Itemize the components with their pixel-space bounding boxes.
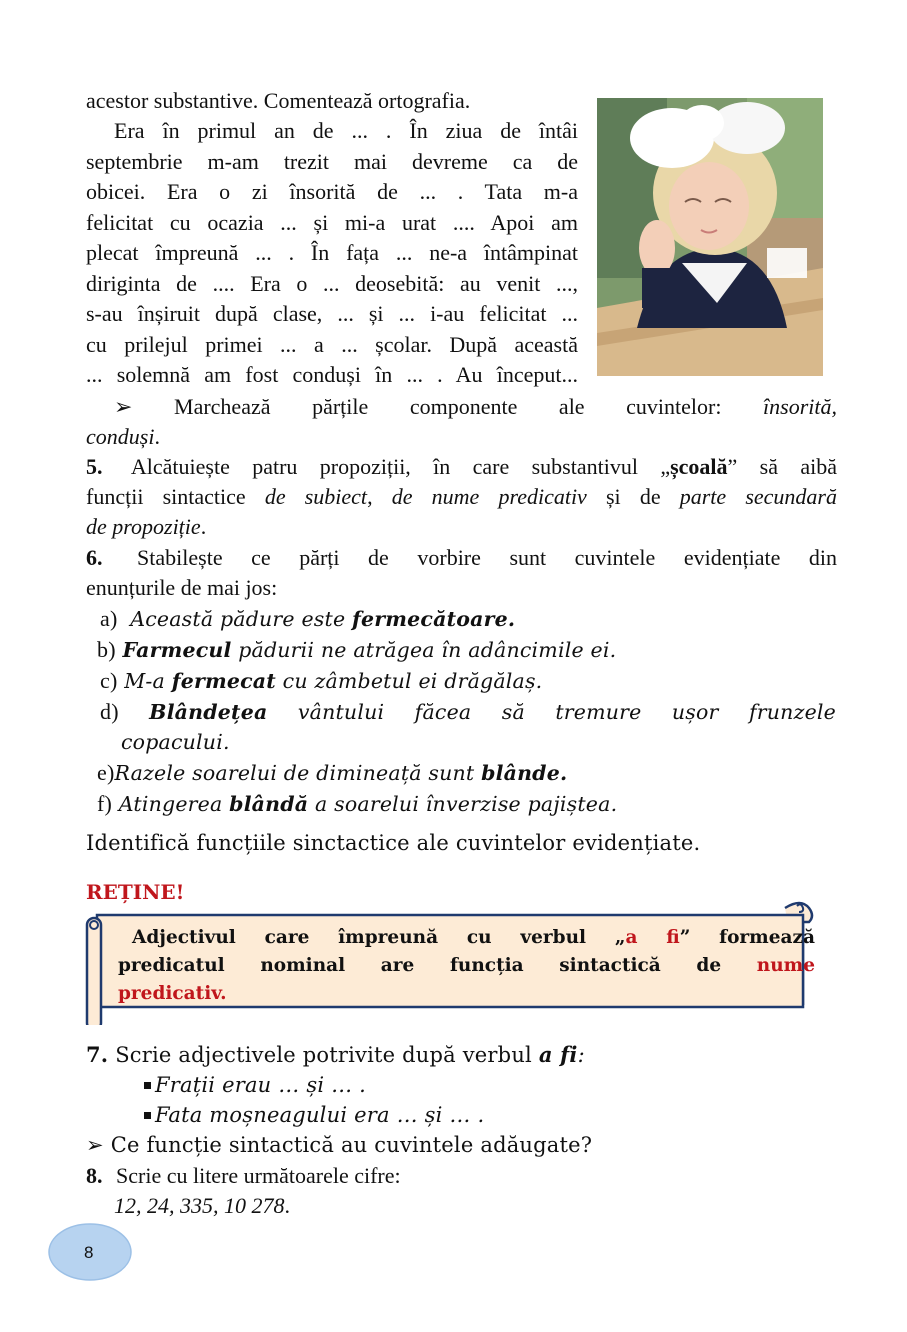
rule-line [118,924,815,952]
intro-line: obicei. Era o zi însorită de ... . Tata m-a [86,179,578,204]
item-text: pădurii ne atrăgea în adâncimile ei. [231,638,617,662]
item-label: d) [100,699,119,724]
mark-task-line-2 [86,422,160,453]
exercise-5-line-2 [86,482,837,513]
item-label: b) [97,637,116,662]
item-bold: fermecătoare. [352,607,516,631]
punctuation: . [284,1193,290,1218]
exercise-7-verb: a fi [538,1042,578,1067]
rule-highlight: nume [756,955,815,976]
intro-line: s-au înșiruit după clase, ... și ... i-au felicitat ... [86,301,578,326]
item-text: vântului făcea să tremure ușor frunzele [297,700,837,724]
exercise-5-line-3 [86,512,206,543]
exercise-5-italic: de nume predicativ [391,484,587,509]
intro-line: felicitat cu ocazia ... și mi-a urat .... Apoi am [86,209,578,235]
exercise-8-text: Scrie cu litere următoarele cifre: [116,1163,401,1188]
list-item-d-cont: copacului. [121,730,230,754]
intro-line: ... solemnă am fost conduși în ... . Au început... [86,362,578,387]
mark-task-word: însorită, [763,394,837,419]
punctuation: . [154,424,160,449]
exercise-5-text: , [367,484,392,509]
rule-text [118,924,815,1008]
item-text: a soarelui înverzise pajiștea. [308,792,618,816]
exercise-7-line [86,1040,585,1071]
numbers-text: 12, 24, 335, 10 278 [114,1193,285,1218]
identify-instruction: Identifică funcțiile sinctactice ale cuvintelor evidențiate. [86,831,701,855]
schoolgirl-photo [597,98,823,376]
exercise-5-text: și de [586,484,680,509]
exercise-number: 5. [86,454,103,479]
retine-title: REȚINE! [86,880,185,904]
list-item-c [100,666,542,697]
rule-text-part: predicatul nominal are funcția sintactică de [118,955,757,976]
exercise-7-item-2 [144,1100,484,1131]
exercise-6-text: Stabilește ce părți de vorbire sunt cuvintele evidențiate din [137,545,837,570]
list-item-f [97,789,617,820]
rule-text-part: Adjectivul care împreună cu verbul „ [132,927,626,948]
item-text: M-a [124,669,172,693]
item-text: cu zâmbetul ei drăgălaș. [275,669,543,693]
exercise-number: 7. [86,1042,109,1067]
item-bold: blândă [229,792,309,816]
exercise-7-text: Scrie adjectivele potrivite după verbul [108,1043,539,1067]
rule-text-part: ” formează [679,927,815,948]
intro-line: Era în primul an de ... . În ziua de întâi [114,118,578,143]
mark-task-line [86,392,837,423]
item-text: Frații erau … și … . [155,1073,367,1097]
item-text: Fata moșneagului era … și … . [155,1103,485,1127]
arrow-bullet-icon: ➢ [114,394,133,419]
exercise-5-italic: de subiect [264,484,368,509]
page-number: 8 [84,1243,94,1262]
intro-line-0: acestor substantive. Comentează ortografia. [86,88,471,113]
exercise-5-text: Alcătuiește patru propoziții, în care substantivul „ [130,454,671,479]
rule-highlight-line: predicativ. [118,983,227,1004]
exercise-5-italic: de propoziție [86,514,201,539]
exercise-7-item-1 [144,1070,366,1101]
exercise-number: 6. [86,545,103,570]
exercise-6-line-2: enunțurile de mai jos: [86,575,278,600]
exercise-8-line [86,1161,401,1192]
list-item-e [97,758,567,789]
exercise-8-numbers [114,1191,290,1222]
intro-paragraph [86,116,578,391]
intro-line: cu prilejul primei ... a ... școlar. După această [86,331,578,357]
item-text: Razele soarelui de dimineață sunt [114,761,482,785]
square-bullet-icon [144,1082,151,1089]
exercise-7-question [86,1130,592,1161]
rule-highlight: a fi [625,927,680,948]
item-bold: fermecat [171,669,276,693]
item-label: f) [97,791,113,816]
rule-line [118,952,815,980]
mark-task-word: conduși [86,424,155,449]
intro-line: plecat împreună ... . În fața ... ne-a întâmpinat [86,240,578,265]
item-text: Atingerea [118,792,230,816]
item-bold: Blândețea [149,700,268,724]
item-bold: blânde. [481,761,568,785]
intro-line: septembrie m-am trezit mai devreme ca de [86,148,578,174]
punctuation: : [577,1043,585,1067]
list-item-a [100,604,515,635]
exercise-6-line-1 [86,543,837,574]
item-label: a) [100,606,118,631]
question-text: Ce funcție sintactică au cuvintele adăugate? [110,1133,593,1157]
square-bullet-icon [144,1112,151,1119]
exercise-5-text: funcții sintactice [86,484,265,509]
exercise-5-italic: parte secundară [679,484,837,509]
mark-task-text: Marchează părțile componente ale cuvintelor: [174,394,722,419]
list-item-d [100,697,836,728]
item-bold: Farmecul [122,638,232,662]
exercise-number: 8. [86,1163,103,1188]
list-item-b [97,635,616,666]
exercise-5-line-1 [86,452,837,483]
item-label: c) [100,668,118,693]
arrow-bullet-icon: ➢ [86,1133,104,1157]
intro-line: diriginta de .... Era o ... deosebită: au venit ..., [86,270,578,296]
punctuation: . [200,514,207,539]
exercise-5-text: ” să aibă [727,454,838,479]
item-text: Această pădure este [130,607,353,631]
highlighted-word: școală [670,454,728,479]
item-label: e) [97,760,115,785]
